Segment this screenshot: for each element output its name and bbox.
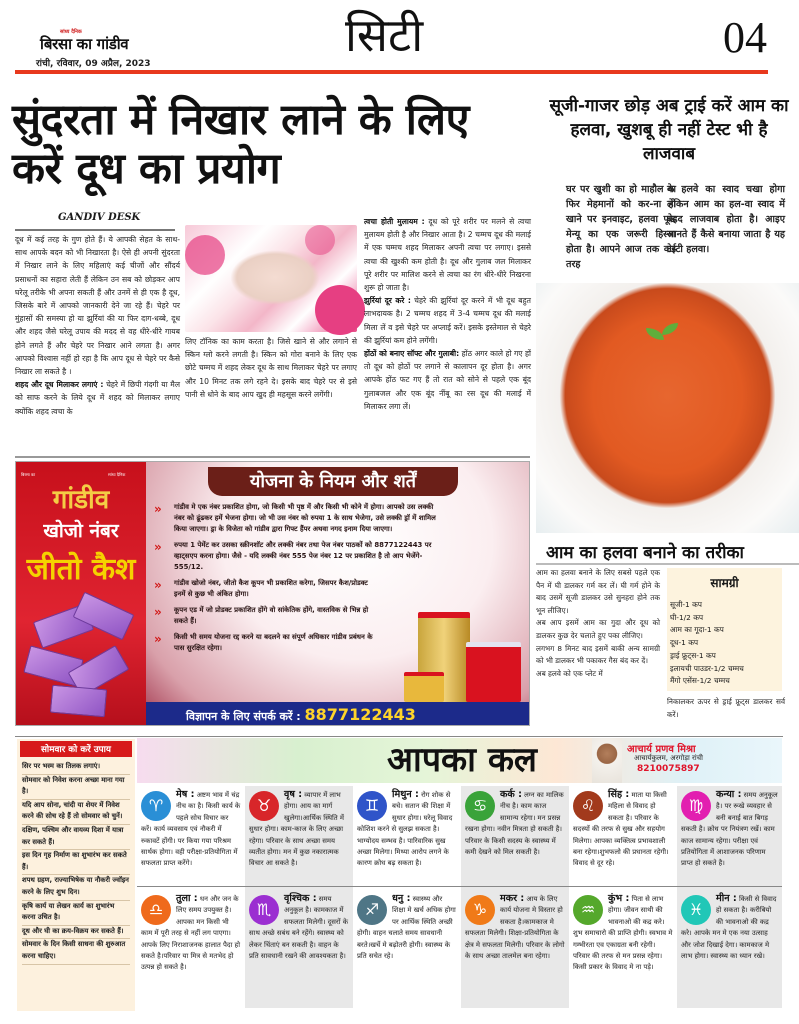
libra-icon: ♎	[141, 895, 171, 925]
ad-rules-list	[154, 502, 444, 659]
rashi-text: समय अनुकूल है। कामकाज में सफलता मिलेगी। दूसरों के साथ अच्छे सबंध बने रहेंगे। स्वास्थ्य को लेकर चिंताएं बन सकती है। वाहन के प्रति सावधानी रखने की आवश्यकता है।	[249, 895, 348, 961]
upay-item: यदि आप सोना, चांदी या शेयर में निवेश करने की सोच रहे हैं तो सोमवार को चुनें।	[22, 800, 130, 825]
ad-brand-tag-right: सांध्य दैनिक	[108, 472, 126, 477]
ingredient: सूजी-1 कप	[670, 600, 702, 609]
story-text: दूध को पूरे शरीर पर मलने से त्वचा मुलायम होती है और निखार आता है। 2 चम्मच दूध की मलाई में एक चम्मच शहद मिलाकर अपनी त्वचा पर लगाए। इससे त्वचा की खुश्की कम होती है। दूध और गुलाब जल मिलाकर पूरे शरीर पर मालिश करने से त्वचा का रंग धीरे-धीरे निखरना शुरू हो जाता है।	[364, 217, 531, 293]
chevron-right-icon: »	[154, 632, 162, 646]
rashi-text: आय के लिए कार्य योजना मे विस्तार हो सकता है।कामकाज मे सफलता मिलेगी। शिक्षा-प्रतियोगिता के क्षेत्र मे सफलता मिलेगी। परिवार के लोगो के साथ अच्छा तालमेल बना रहेगा।	[465, 895, 565, 961]
side-headline: सूजी-गाजर छोड़ अब ट्राई करें आम का हलवा, खुशबू ही नहीं टेस्ट भी है लाजवाब	[549, 96, 789, 164]
rashi-name: कुंभ :	[608, 893, 630, 904]
rashi-name: वृष :	[284, 789, 303, 800]
rashi-name: मीन :	[716, 893, 737, 904]
ad-rule: » कूपन एड में जो प्रोडक्ट प्रकाशित होंगे वो सांकेतिक होंगे, वास्तविक से भिन्न हो सकते हैं।	[154, 605, 369, 625]
chevron-right-icon: »	[154, 578, 162, 592]
story-column-3	[364, 215, 531, 413]
section-rule	[15, 456, 530, 458]
mango-halwa-photo	[536, 283, 799, 533]
subhead: त्वचा होती मुलायम :	[364, 217, 425, 226]
upay-item: दक्षिण, पश्चिम और वायव्य दिशा में यात्रा कर सकते हैं।	[22, 825, 130, 850]
header-rule	[383, 70, 768, 74]
ingredient: इलायची पाउडर-1/2 चम्मच	[670, 663, 744, 673]
aries-icon: ♈	[141, 791, 171, 821]
pisces-icon: ♓	[681, 895, 711, 925]
story-column-1	[15, 233, 180, 418]
subhead: शहद और दूध मिलाकर लगाएं :	[15, 380, 104, 390]
story-text: लिए टॉनिक का काम करता है। जिसे खाने से और लगाने से स्किन ग्लो करने लगती है। स्किन को गोरा बनाने के लिए एक छोटे चम्मच में शहद लेकर दूध के साथ मिलाकर चेहरे पर लगाए और 10 मिनट तक लगे रहने दे। इसके बाद चेहरे पर से इसे पानी से धोने के बाद आप खुद ही महसूस करने लगेंगी।	[185, 337, 357, 399]
rashi-text: लग्न का मालिक नीच है। काम काज सामान्य रहेगा। मन प्रसन्न रखना होगा। नवीन मित्रता हो सकती है। परिवार के किसी सदस्य के स्वास्थ्य में कमी देखने को मिल सकती है।	[465, 791, 564, 857]
ad-contact-bar	[146, 702, 530, 726]
gemini-icon: ♊	[357, 791, 387, 821]
rashi-name: तुला :	[176, 893, 198, 904]
horoscope-banner	[137, 738, 782, 783]
ad-contact-label: विज्ञापन के लिए संपर्क करें :	[186, 710, 301, 723]
upay-item: सिर पर भस्म का तिलक लगाएं।	[22, 761, 130, 775]
rashi-name: धनु :	[392, 893, 411, 904]
sagittarius-icon: ♐	[357, 895, 387, 925]
face-mask-photo	[185, 225, 357, 332]
rashi-text: धन और जन के लिए समय उपयुक्त है। आपका मन किसी भी काम में पूरी तरह से नहीं लग पाएगा। आपके लिए निराशाजनक हालात पैदा हो सकते है।परिवार या मित्र से मतभेद हो उत्पन्न हो सकते है।	[141, 895, 241, 972]
rashi-text: रोग शोक से बचे। सतान की शिक्षा में सुधार होगा। घरेलू विवाद कोशिश करने से सुलझ सकता है। भाग्योदय सम्भव है। पारिवारिक सुख अच्छा मिलेगा। मिथ्या आरोप लगने के कारण क्रोध बढ़ सकता है।	[357, 791, 453, 868]
rashi-text: स्वास्थ्य और शिक्षा मे खर्च अधिक होगा पर आर्थिक स्थिति अच्छी होगी। वाहन चलाते समय सावधानी बरते।खर्चे मे बढ़ोतरी होगी। स्वास्थ्य के प्रति सचेत रहे।	[357, 895, 456, 961]
ad-contact-number[interactable]: 8877122443	[304, 705, 416, 724]
virgo-icon: ♍	[681, 791, 711, 821]
header-rule	[15, 70, 383, 74]
ingredients-box	[667, 568, 782, 691]
rashi-name: कन्या :	[716, 789, 742, 800]
ad-rule: » गांडीव खोजो नंबर, जीतो कैश कूपन भी प्रकाशित करेगा, जिसपर कैश/प्रोडक्ट इनमें से कुछ भी अंकित होगा।	[154, 578, 368, 598]
ad-rules-title: योजना के नियम और शर्तें	[208, 467, 458, 496]
rashi-name: मेष :	[176, 789, 195, 800]
astrologer-phone[interactable]: 8210075897	[637, 764, 700, 774]
rashi-text: किसी से विवाद हो सकता है। करीबियो की भावनाओ की कद्र करे। आपके मन मे एक नया उत्साह और जोश दिखाई देगा। कामकाज मे लाभ होगा। स्वास्थ्य का ध्यान रखे।	[681, 895, 777, 961]
rashi-kumbh	[569, 890, 677, 1008]
ad-rule: » गांडीव मे एक नंबर प्रकाशित होगा, जो किसी भी पृष्ठ में और किसी भी कोने में होगा। आपको उस लक्की नंबर को ढूंढकर हमें भेजना होगा। जो भी उस नंबर को रुपया 1 के साथ भेजेगा, उसे लक्की ड्रॉ में शामिल किया जाएगा। ड्रा के विजेता को गांडीव द्वारा गिफ्ट हैंपर अथवा नगद इनाम दिया जाएगा।	[154, 502, 436, 533]
rashi-text: समय अनुकूल है। पर रूखे व्यवहार से बनी बनाई बात बिगड़ सकती है। क्रोध पर नियंत्रण रखें। काम काज सामान्य रहेगा। परीक्षा एवं प्रतियोगिता में आशाजनक परिणाम प्राप्त हो सकते है।	[681, 791, 778, 868]
rashi-vrishchik	[245, 890, 353, 1008]
rashi-text: व्यापार में लाभ होगा। आय का मार्ग खुलेगा।आर्थिक स्थिति में सुधार होगा। काम-काज के लिए अच्छा रहेगा। परिवार के साथ अच्छा समय व्यतीत होगा। मन में कुछ नकारात्मक विचार आ सकते है।	[249, 791, 345, 868]
method-step: अब आप इसमें आम का गुदा और दूध को डालकर कुछ देर चलाते हुए पका लीजिए।	[536, 618, 660, 640]
ingredients-title: सामग्री	[710, 576, 739, 590]
recipe-title: आम का हलवा बनाने का तरीका	[546, 543, 744, 563]
ad-line1: खोजो नंबर	[43, 520, 119, 542]
method-step: लगभग 8 मिनट बाद इसमें बाकी अन्य सामग्री को भी डालकर भी पकाकर गैस बंद कर दें।	[536, 643, 660, 666]
chevron-right-icon: »	[154, 605, 162, 619]
main-headline: सुंदरता में निखार लाने के लिए करें दूध का प्रयोग	[12, 95, 469, 194]
rashi-text: पिता से लाभ होगा। जीवन साथी की भावनाओ की कद्र करे। शुभ समाचारो की प्राप्ति होगी। स्वभाव मे गम्भीरता एव एकाग्रता बनी रहेगी। परिवार की तरफ से मन प्रसन्न रहेगा। किसी प्रकार के विवाद मे ना पड़े।	[573, 895, 673, 972]
rashi-meen	[677, 890, 782, 1008]
section-rule	[15, 736, 783, 737]
rashi-text: अष्टम भाव में चंद्र नीच का है। किसी कार्य के पहले सोच विचार कर करें। कार्य व्यवसाय एवं नौकरी में रुकावटें होंगी। पर किया गया परिश्रम सार्थक होगा। वही परीक्षा-प्रतियोगिता में सफलता प्राप्त करेंगे।	[141, 791, 241, 868]
byline-rule	[15, 229, 175, 231]
rashi-name: मिथुन :	[392, 789, 419, 800]
upay-box	[17, 739, 135, 1011]
upay-item: इस दिन गृह निर्माण का शुभारंभ कर सकते हैं।	[22, 850, 130, 875]
upay-title: सोमवार को करें उपाय	[20, 741, 132, 757]
currency-note-icon	[50, 685, 107, 718]
recipe-method-end: निकालकर ऊपर से ड्राई फ्रूट्स डालकर सर्व करें।	[667, 697, 785, 719]
ingredient: आम का गूदा-1 कप	[670, 625, 724, 635]
rashi-name: कर्क :	[500, 789, 522, 800]
ad-right-panel	[146, 462, 530, 726]
paper-name: बिरसा का गांडीव	[40, 35, 129, 53]
page-number: 04	[723, 13, 767, 62]
ingredient: घी-1/2 कप	[670, 612, 704, 622]
astrologer-place: आचार्यकुलम, अरगोड़ा रांची	[634, 754, 703, 762]
method-step: अब हलवे को एक प्लेट में	[536, 668, 603, 678]
side-column-1: घर पर खुशी का हो माहौल या फिर मेहमानों को कर-ना हो खाने पर इनवाइट, हलवा फूड मेन्यू का एक जरूरी हिस्सा होता है। आपने आज तक कई तरह	[566, 184, 676, 270]
rashi-dhanu	[353, 890, 461, 1008]
recipe-method	[536, 567, 660, 680]
story-text: चेहरे की झुर्रियां दूर करने में भी दूध बहुत लाभदायक है। 2 चम्मच शहद में 3-4 चम्मच दूध की मलाई मिला लें व इसे चेहरे पर अप्लाई करें। इसके इस्तेमाल से चेहरे की झुर्रियां कम होने लगेंगी।	[364, 296, 531, 345]
astrologer-photo	[592, 738, 622, 783]
method-step: आम का हलवा बनाने के लिए सबसे पहले एक पैन में घी डालकर गर्म कर लें। घी गर्म होने के बाद उसमें सूजी डालकर उसे सुनहरा होने तक भून लीजिए।	[536, 568, 660, 615]
paper-tagline: सांध्य दैनिक	[60, 29, 82, 35]
ad-line2: जीतो कैश	[26, 552, 136, 587]
aquarius-icon: ♒	[573, 895, 603, 925]
cancer-icon: ♋	[465, 791, 495, 821]
story-text: होंठ अगर काले हो गए हों तो दूध को होठों पर लगाने से कालापन दूर होता है। अगर आपके होंठ फट गए हैं तो रात को सोने से पहले एक बूंद गुलाबजल और एक बूंद नींबू का रस दूध की मलाई में मिलाकर लगा लें।	[364, 349, 531, 411]
taurus-icon: ♉	[249, 791, 279, 821]
section-title: सिटी	[345, 8, 424, 62]
subhead: होंठों को बनाए सॉफ्ट और गुलाबी:	[364, 349, 460, 359]
ad-rule: » किसी भी समय योजना रद्द करने या बदलने का संपूर्ण अधिकार गांडीव प्रबंधन के पास सुरक्षित रहेगा।	[154, 632, 373, 652]
chevron-right-icon: »	[154, 540, 162, 554]
story-intro: दूध में कई तरह के गुण होते हैं। ये आपकी सेहत के साथ-साथ आपके बदन को भी निखारता है। ऐसे ही अपनी सुंदरता में निखार लाने के लिए महिलाएं कई चीजों और सौंदर्य प्रसाधनों का सहारा लेती हैं लेकिन उन सब को छोड़कर आप घरेलू तरीके भी अपना सकती हैं और उनमें से ही एक है दूध, जिसके बारे में आपको जानकारी देने जा रहे हैं। चेहरे पर मुंहासों की समस्या हो या झुर्रियां की या फिर दाग-धब्बे, दूध और शहद जैसे घरेलू उपाय की मदद से वह धीरे-धीरे गायब होने लगते हैं और चेहरे पर निखार आने लगता है। अगर आपको विश्वास नहीं हो रहा है कि आप दूध से चेहरे पर कैसे निखार ला सकते है ।	[15, 235, 180, 377]
rashi-name: मकर :	[500, 893, 525, 904]
rashi-name: सिंह :	[608, 789, 630, 800]
subhead: झुर्रियां दूर करे :	[364, 296, 411, 306]
capricorn-icon: ♑	[465, 895, 495, 925]
ad-rule: » रुपया 1 पेमेंट कर उसका स्क्रीनशॉट और लक्की नंबर तथा पेज नंबर पाठकों को 8877122443 पर व्हाट्सएप करना होगा। जैसे - यदि लक्की नंबर 555 पेज नंबर 12 पर प्रकाशित है तो आप भेजेंगे- 555/12.	[154, 540, 432, 571]
ingredient: मैंगो एसेंस-1/2 चम्मच	[670, 676, 730, 686]
recipe-rule	[536, 563, 799, 565]
upay-item: सोमवार के दिन किसी साधना की शुरुआत करना चाहिए।	[22, 939, 130, 964]
upay-item: सोमवार को निवेश करना अच्छा माना गया है।	[22, 775, 130, 800]
upay-item: शपथ ग्रहण, राज्याभिषेक या नौकरी ज्वॉइन करने के लिए शुभ दिन।	[22, 875, 130, 900]
ad-left-panel	[16, 462, 146, 726]
rashi-text: माता या किसी महिला से विवाद हो सकता है। परिवार के सदस्यों की तरफ से सुख और सहयोग मिलेगा। आपका व्यक्तित्व प्रभावशाली बना रहेगा।शुभफलो की प्रधानता रहेगी। विवाद से दूर रहे।	[573, 791, 669, 868]
rashi-makar	[461, 890, 569, 1008]
astrologer-name: आचार्य प्रणव मिश्रा	[627, 744, 696, 755]
leo-icon: ♌	[573, 791, 603, 821]
dateline: रांची, रविवार, 09 अप्रैल, 2023	[36, 59, 151, 69]
gift-box-icon	[404, 672, 444, 702]
ad-brand: गांडीव	[52, 485, 110, 515]
ingredient: ड्राई फ्रूट्स-1 कप	[670, 650, 716, 660]
side-column-2: के हलवे का स्वाद चखा होगा लेकिन आम का हल-वा स्वाद में बेहद लाजवाब होता है। आइए जानते हैं कैसे बनाया जाता है यह टेस्टी हलवा।	[667, 184, 785, 255]
row-rule	[137, 886, 782, 887]
rashi-name: वृश्चिक :	[284, 893, 317, 904]
rashi-tula	[137, 890, 245, 1008]
gift-box-icon	[466, 642, 521, 702]
horoscope-title: आपका कल	[387, 740, 537, 780]
scorpio-icon: ♏	[249, 895, 279, 925]
ad-brand-tag-left: बिरसा का	[21, 472, 36, 477]
byline: GANDIV DESK	[58, 212, 141, 223]
upay-item: दूध और घी का क्रय-विक्रय कर सकते हैं।	[22, 926, 130, 940]
chevron-right-icon: »	[154, 502, 162, 516]
advertisement[interactable]	[15, 461, 530, 726]
ingredient: दूध-1 कप	[670, 638, 699, 648]
story-text: चेहरे में छिपी गंदगी या मैल को साफ करने के लिये दूध में शहद को मिलाकर लगाए क्योंकि शहद त्वचा के	[15, 380, 180, 416]
upay-item: कृषि कार्य या लेखन कार्य का शुभारंभ करना उचित है।	[22, 901, 130, 926]
story-column-2	[185, 335, 357, 401]
